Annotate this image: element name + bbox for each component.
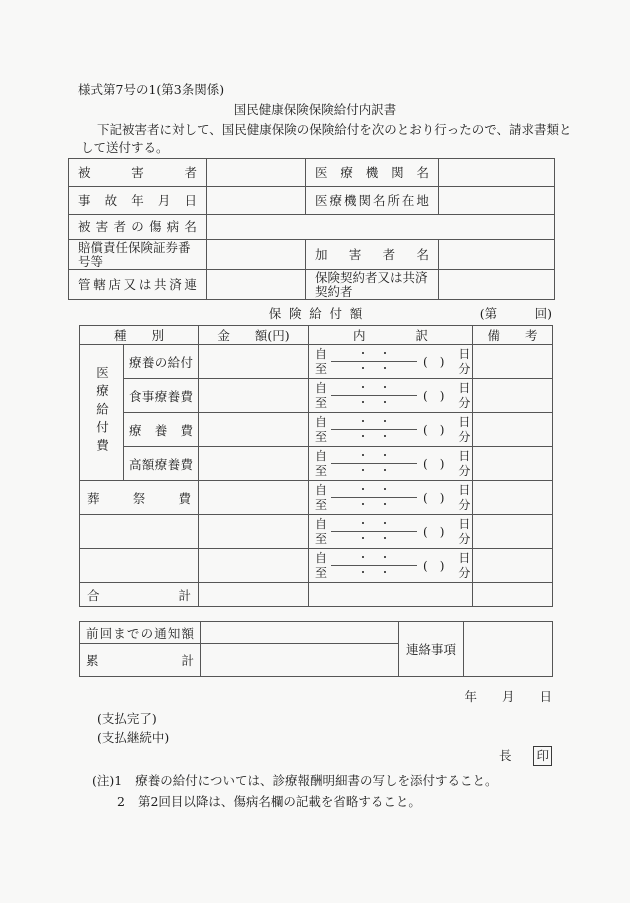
accident-date-label: 事 故 年 月 日 xyxy=(78,192,197,208)
cumulative-total-label: 累 計 xyxy=(86,653,194,668)
case-info-table xyxy=(68,158,555,300)
liability-policy-label: 賠償責任保険証券番号等 xyxy=(69,240,207,270)
total-remarks-cell xyxy=(473,583,553,607)
accident-date-value-cell xyxy=(207,187,306,215)
from-to-labels: 自 至 xyxy=(315,346,328,376)
table-row xyxy=(80,447,553,481)
injury-name-label: 被 害 者 の 傷 病 名 xyxy=(78,219,197,234)
note-item xyxy=(92,770,630,791)
from-to-labels: 自 至 xyxy=(315,482,328,512)
days-unit-label: 日 分 xyxy=(458,380,471,410)
medical-institution-label: 医 療 機 関 名 xyxy=(315,164,429,180)
date-dots: ・ ・ xyxy=(357,395,391,409)
total-label: 合 計 xyxy=(87,587,192,603)
intro-text: 下記被害者に対して、国民健康保険の保険給付を次のとおり行ったので、請求書類として送付する。 xyxy=(81,122,572,155)
column-header-detail: 内 訳 xyxy=(309,326,473,345)
round-number-label: (第 回) xyxy=(479,306,552,321)
document-title: 国民健康保険保険給付内訳書 xyxy=(233,102,397,117)
remarks-cell xyxy=(473,413,553,447)
date-dots: ・ ・ xyxy=(331,381,417,396)
date-dots: ・ ・ xyxy=(357,565,391,579)
date-dots: ・ ・ xyxy=(357,429,391,443)
date-dots: ・ ・ xyxy=(331,517,417,532)
days-unit-label: 日 分 xyxy=(458,448,471,478)
contact-items-label: 連絡事項 xyxy=(399,622,464,677)
policyholder-value-cell xyxy=(439,270,555,300)
remarks-cell xyxy=(473,379,553,413)
policyholder-label: 保険契約者又は共済契約者 xyxy=(306,270,439,300)
form-number: 様式第7号の1(第3条関係) xyxy=(78,82,225,97)
table-row xyxy=(69,187,555,215)
payment-continuing-label: (支払継続中) xyxy=(97,730,170,745)
total-row xyxy=(80,583,553,607)
medical-institution-address-value-cell xyxy=(439,187,555,215)
from-to-labels: 自 至 xyxy=(315,414,328,444)
amount-cell xyxy=(199,413,309,447)
detail-period-cell xyxy=(309,549,473,583)
amount-cell xyxy=(199,549,309,583)
branch-label: 管 轄 店 又 は 共 済 連 xyxy=(78,276,197,292)
days-paren: ( ) xyxy=(423,389,445,403)
amount-cell xyxy=(199,515,309,549)
days-paren: ( ) xyxy=(423,559,445,573)
remarks-cell xyxy=(473,515,553,549)
signature-line xyxy=(0,746,552,766)
previous-total-label: 前 回 ま で の 通 知 額 xyxy=(86,625,194,641)
row-label-meal-care: 食 事 療 養 費 xyxy=(129,388,194,404)
date-dots: ・ ・ xyxy=(331,449,417,464)
note-number: (注)1 xyxy=(92,773,123,788)
benefit-heading-row xyxy=(79,306,552,322)
date-dots: ・ ・ xyxy=(331,551,417,566)
remarks-cell xyxy=(473,481,553,515)
amount-cell xyxy=(199,481,309,515)
column-header-type: 種 別 xyxy=(80,326,199,345)
injury-name-value-cell xyxy=(207,215,555,240)
total-amount-cell xyxy=(199,583,309,607)
note-text: 第2回目以降は、傷病名欄の記載を省略すること。 xyxy=(137,794,421,809)
days-paren: ( ) xyxy=(423,525,445,539)
medical-institution-value-cell xyxy=(439,159,555,187)
table-row xyxy=(80,345,553,379)
seal-stamp-box: 印 xyxy=(533,746,552,766)
date-dots: ・ ・ xyxy=(357,361,391,375)
table-row xyxy=(80,379,553,413)
column-header-amount: 金 額(円) xyxy=(199,326,309,345)
from-to-labels: 自 至 xyxy=(315,380,328,410)
days-paren: ( ) xyxy=(423,457,445,471)
cumulative-total-value-cell xyxy=(201,644,399,677)
perpetrator-value-cell xyxy=(439,240,555,270)
detail-period-cell xyxy=(309,447,473,481)
date-dots: ・ ・ xyxy=(331,415,417,430)
total-detail-cell xyxy=(309,583,473,607)
table-row xyxy=(69,270,555,300)
summary-table xyxy=(79,621,553,677)
amount-cell xyxy=(199,379,309,413)
note-number: 2 xyxy=(117,794,125,809)
note-text: 療養の給付については、診療報酬明細書の写しを添付すること。 xyxy=(135,773,498,788)
benefit-amount-heading: 保険給付額 xyxy=(268,306,370,321)
remarks-cell xyxy=(473,549,553,583)
medical-benefit-group-label: 医療給付費 xyxy=(80,345,124,481)
days-unit-label: 日 分 xyxy=(458,346,471,376)
detail-period-cell xyxy=(309,515,473,549)
date-dots: ・ ・ xyxy=(357,531,391,545)
row-label-care-cost: 療 養 費 xyxy=(129,422,194,438)
remarks-cell xyxy=(473,447,553,481)
days-paren: ( ) xyxy=(423,355,445,369)
from-to-labels: 自 至 xyxy=(315,516,328,546)
table-header-row xyxy=(80,326,553,345)
detail-period-cell xyxy=(309,379,473,413)
from-to-labels: 自 至 xyxy=(315,550,328,580)
table-row xyxy=(80,481,553,515)
detail-period-cell xyxy=(309,413,473,447)
row-label-medical-care: 療 養 の 給 付 xyxy=(129,354,194,370)
remarks-cell xyxy=(473,345,553,379)
days-unit-label: 日 分 xyxy=(458,550,471,580)
detail-period-cell xyxy=(309,345,473,379)
table-row xyxy=(69,159,555,187)
benefit-detail-table xyxy=(79,325,553,607)
previous-total-value-cell xyxy=(201,622,399,644)
days-unit-label: 日 分 xyxy=(458,482,471,512)
date-dots: ・ ・ xyxy=(331,347,417,362)
detail-period-cell xyxy=(309,481,473,515)
table-row xyxy=(69,240,555,270)
funeral-cost-label: 葬 祭 費 xyxy=(87,490,192,506)
table-row xyxy=(69,215,555,240)
payment-complete-label: (支払完了) xyxy=(97,711,157,726)
days-paren: ( ) xyxy=(423,423,445,437)
table-row xyxy=(80,549,553,583)
amount-cell xyxy=(199,345,309,379)
note-item xyxy=(117,791,630,812)
contact-items-value-cell xyxy=(464,622,553,677)
branch-value-cell xyxy=(207,270,306,300)
date-dots: ・ ・ xyxy=(331,483,417,498)
column-header-remarks: 備 考 xyxy=(473,326,553,345)
amount-cell xyxy=(199,447,309,481)
perpetrator-label: 加 害 者 名 xyxy=(315,246,429,262)
notes-section xyxy=(92,770,630,812)
days-unit-label: 日 分 xyxy=(458,516,471,546)
blank-type-cell xyxy=(80,549,199,583)
days-unit-label: 日 分 xyxy=(458,414,471,444)
table-row xyxy=(80,515,553,549)
date-line: 年 月 日 xyxy=(464,689,552,704)
liability-policy-value-cell xyxy=(207,240,306,270)
from-to-labels: 自 至 xyxy=(315,448,328,478)
victim-label: 被 害 者 xyxy=(78,164,197,180)
days-paren: ( ) xyxy=(423,491,445,505)
date-dots: ・ ・ xyxy=(357,463,391,477)
medical-institution-address-label: 医 療 機 関 名 所 在 地 xyxy=(315,192,429,208)
table-row xyxy=(80,622,553,644)
date-dots: ・ ・ xyxy=(357,497,391,511)
blank-type-cell xyxy=(80,515,199,549)
chief-label: 長 xyxy=(498,748,512,763)
victim-value-cell xyxy=(207,159,306,187)
table-row xyxy=(80,413,553,447)
row-label-high-cost-care: 高 額 療 養 費 xyxy=(129,456,194,472)
